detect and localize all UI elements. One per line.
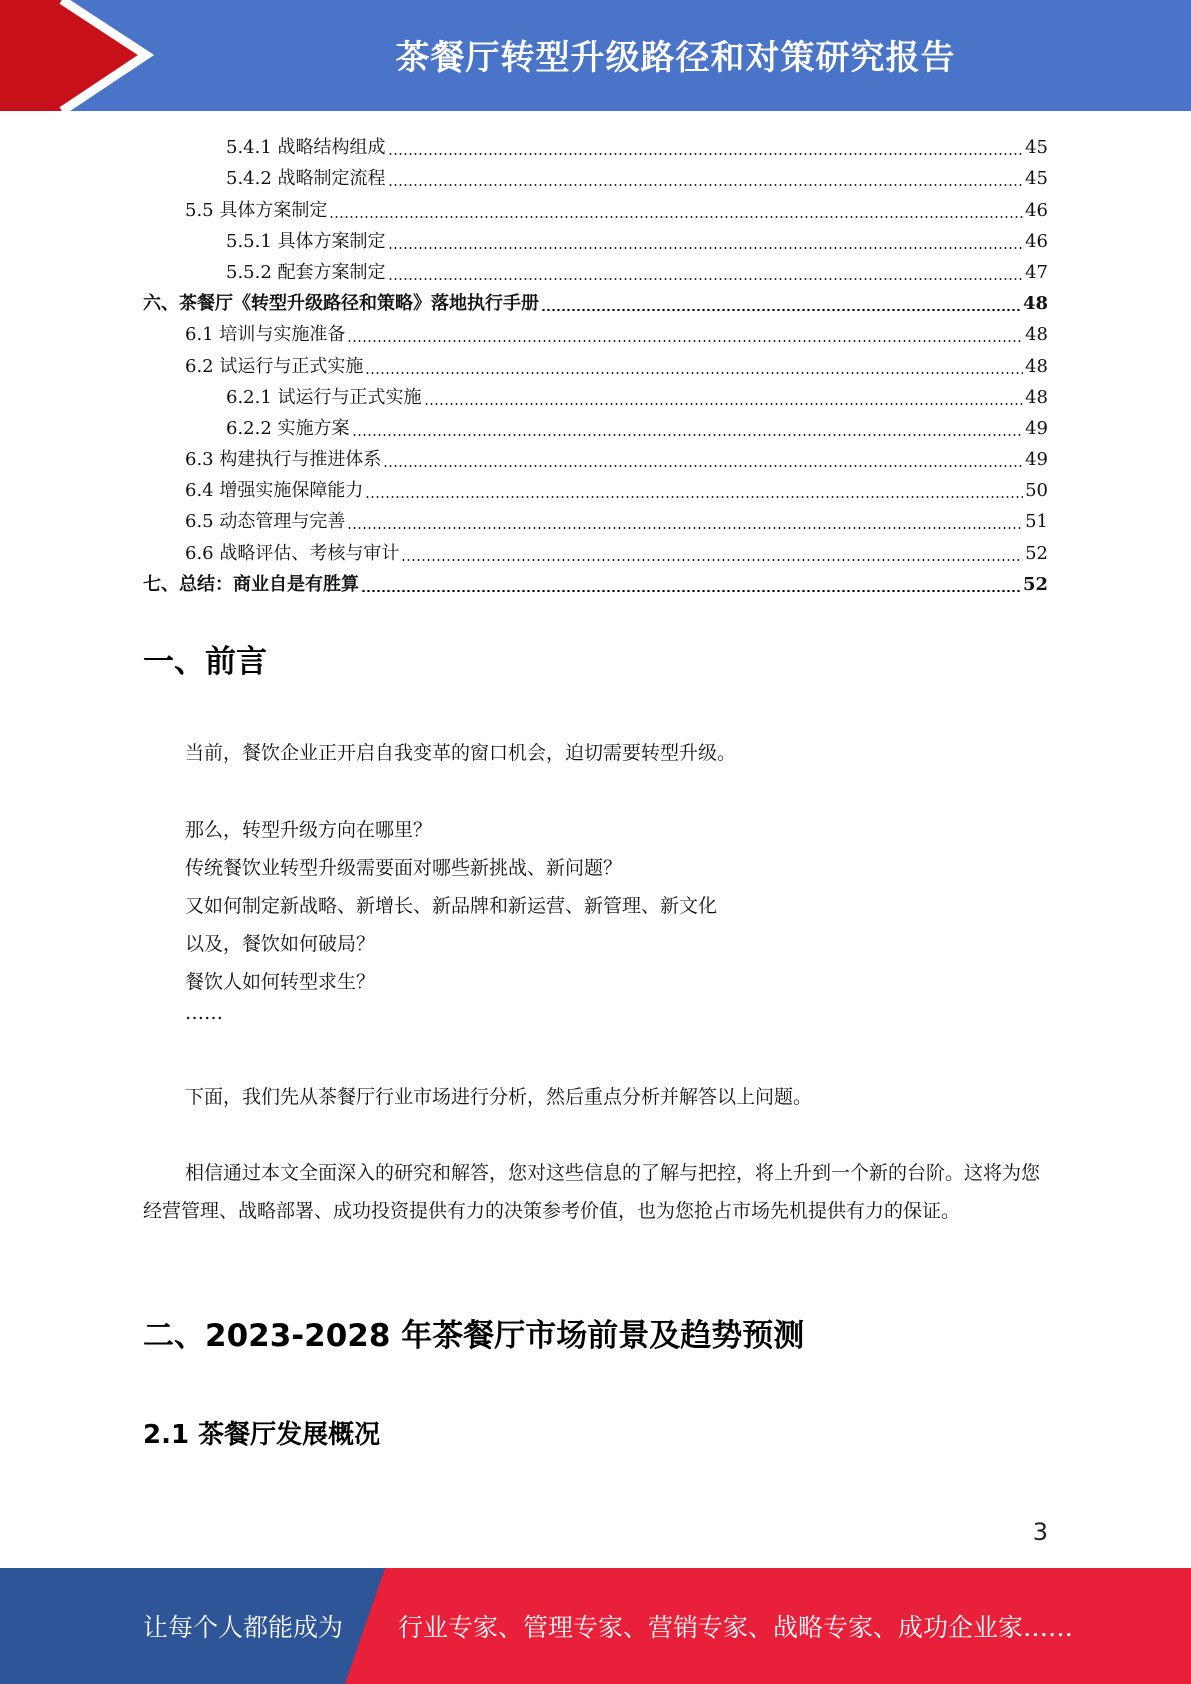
toc-entry[interactable]: [143, 533, 1048, 564]
toc-entry[interactable]: [143, 315, 1048, 346]
toc-entry[interactable]: [143, 378, 1048, 409]
toc-entry[interactable]: [143, 253, 1048, 284]
toc-entry-label: 6.6 战略评估、考核与审计: [185, 542, 400, 564]
toc-entry-page: 46: [1025, 230, 1048, 252]
toc-dot-leader: [347, 527, 1023, 529]
toc-entry-label: 六、茶餐厅《转型升级路径和策略》落地执行手册: [143, 293, 539, 315]
toc-entry[interactable]: [143, 565, 1048, 596]
toc-entry-label: 6.5 动态管理与完善: [185, 511, 346, 533]
question-line: 又如何制定新战略、新增长、新品牌和新运营、新管理、新文化: [185, 895, 718, 917]
toc-entry-page: 49: [1025, 417, 1048, 439]
toc-dot-leader: [388, 153, 1024, 155]
toc-entry[interactable]: [143, 502, 1048, 533]
section-heading-market-outlook: 二、2023-2028 年茶餐厅市场前景及趋势预测: [143, 1318, 805, 1354]
toc-entry-label: 6.3 构建执行与推进体系: [185, 449, 382, 471]
toc-entry-label: 5.5.2 配套方案制定: [226, 261, 386, 283]
toc-entry-page: 46: [1025, 199, 1048, 221]
footer-slogan-right: 行业专家、管理专家、营销专家、战略专家、成功企业家……: [398, 1613, 1074, 1642]
toc-entry[interactable]: [143, 190, 1048, 221]
toc-entry-page: 51: [1025, 511, 1048, 533]
toc-dot-leader: [424, 403, 1024, 405]
toc-entry-label: 5.4.1 战略结构组成: [226, 137, 386, 159]
toc-dot-leader: [401, 559, 1023, 561]
toc-entry[interactable]: [143, 440, 1048, 471]
toc-entry-label: 6.4 增强实施保障能力: [185, 480, 364, 502]
toc-entry[interactable]: [143, 284, 1048, 315]
toc-dot-leader: [365, 496, 1023, 498]
toc-entry-page: 52: [1022, 573, 1048, 595]
question-line: 那么，转型升级方向在哪里？: [185, 819, 433, 841]
toc-entry-page: 48: [1025, 355, 1048, 377]
page-footer: [0, 1568, 1191, 1684]
table-of-contents: [143, 128, 1048, 596]
preface-paragraph-3: 相信通过本文全面深入的研究和解答，您对这些信息的了解与把控，将上升到一个新的台阶。这将为您经营管理、战略部署、成功投资提供有力的决策参考价值，也为您抢占市场先机提供有力的保证。: [143, 1162, 1041, 1222]
toc-dot-leader: [365, 372, 1023, 374]
toc-entry[interactable]: [143, 409, 1048, 440]
question-line: 餐饮人如何转型求生？: [185, 971, 376, 993]
header-chevron-decoration: [0, 0, 170, 111]
page-number: 3: [1032, 1518, 1048, 1546]
footer-slogan-left: 让每个人都能成为: [143, 1613, 344, 1642]
toc-entry[interactable]: [143, 346, 1048, 377]
toc-entry-label: 5.5 具体方案制定: [185, 199, 328, 221]
toc-dot-leader: [541, 309, 1021, 311]
toc-entry-page: 52: [1025, 542, 1048, 564]
toc-dot-leader: [388, 184, 1024, 186]
toc-dot-leader: [383, 465, 1023, 467]
page-header: [0, 0, 1191, 111]
toc-entry[interactable]: [143, 222, 1048, 253]
toc-entry-page: 50: [1025, 480, 1048, 502]
toc-entry-page: 48: [1022, 293, 1048, 315]
toc-dot-leader: [361, 590, 1021, 592]
preface-paragraph-1: 当前，餐饮企业正开启自我变革的窗口机会，迫切需要转型升级。: [185, 742, 737, 764]
ellipsis-line: ……: [185, 1002, 223, 1024]
preface-paragraph-2: 下面，我们先从茶餐厅行业市场进行分析，然后重点分析并解答以上问题。: [185, 1086, 813, 1108]
toc-dot-leader: [329, 216, 1023, 218]
toc-entry-page: 45: [1025, 168, 1048, 190]
toc-entry-label: 6.2.1 试运行与正式实施: [226, 386, 422, 408]
question-line: 传统餐饮业转型升级需要面对哪些新挑战、新问题？: [185, 857, 623, 879]
toc-entry[interactable]: [143, 128, 1048, 159]
toc-entry-page: 49: [1025, 449, 1048, 471]
toc-entry[interactable]: [143, 159, 1048, 190]
section-heading-preface: 一、前言: [143, 644, 267, 680]
question-line: 以及，餐饮如何破局？: [185, 933, 376, 955]
toc-entry-page: 47: [1025, 261, 1048, 283]
toc-entry-label: 七、总结：商业自是有胜算: [143, 573, 359, 595]
toc-dot-leader: [347, 340, 1023, 342]
toc-entry-label: 5.5.1 具体方案制定: [226, 230, 386, 252]
toc-dot-leader: [388, 278, 1024, 280]
toc-entry[interactable]: [143, 471, 1048, 502]
toc-entry-label: 6.1 培训与实施准备: [185, 324, 346, 346]
toc-entry-label: 6.2 试运行与正式实施: [185, 355, 364, 377]
toc-dot-leader: [388, 247, 1024, 249]
report-title: 茶餐厅转型升级路径和对策研究报告: [395, 37, 956, 78]
toc-entry-page: 45: [1025, 137, 1048, 159]
toc-entry-label: 6.2.2 实施方案: [226, 417, 350, 439]
toc-entry-page: 48: [1025, 386, 1048, 408]
toc-entry-label: 5.4.2 战略制定流程: [226, 168, 386, 190]
toc-dot-leader: [352, 434, 1024, 436]
subsection-heading-overview: 2.1 茶餐厅发展概况: [143, 1420, 381, 1450]
toc-entry-page: 48: [1025, 324, 1048, 346]
